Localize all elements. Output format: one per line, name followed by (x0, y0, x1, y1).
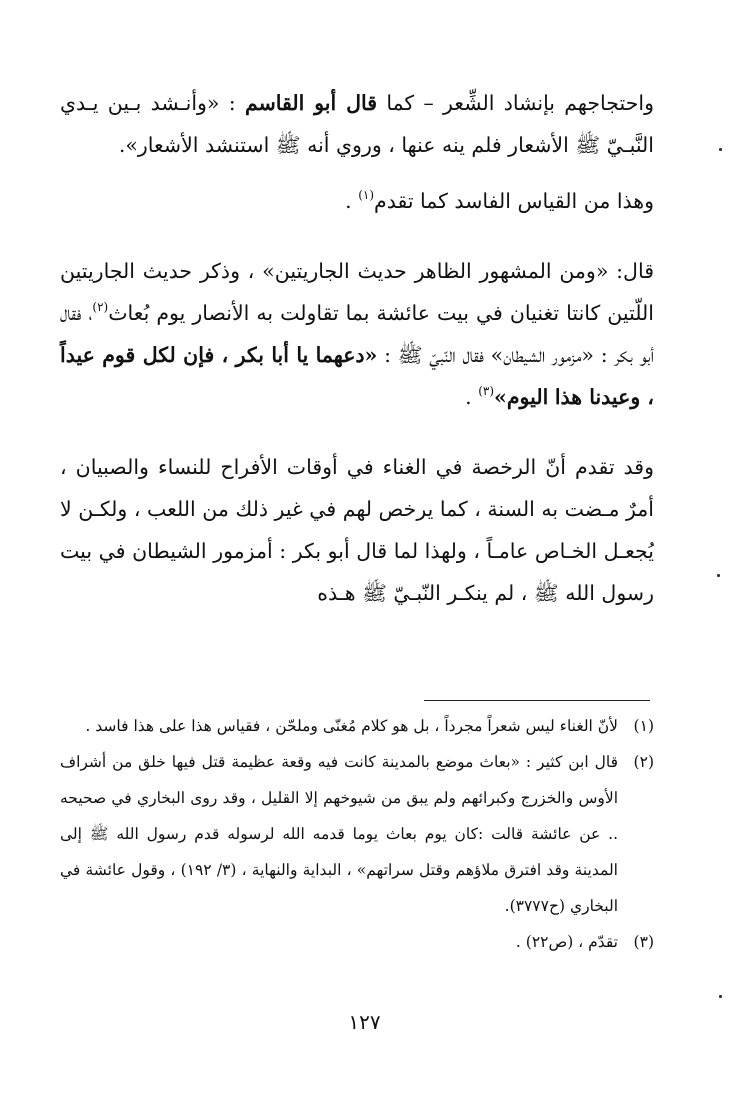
p3-line3-start: «مزمور الشيطان» فقال النّبيّ ﷺ : (377, 343, 594, 367)
footnote-text: قال ابن كثير : «بعاث موضع بالمدينة كانت فيه وقعة عظيمة قتل فيها خلق من أشراف الأوس والخزرج وكبرائهم ولم يبق من شيوخهم إلا القليل ، وقد روى البخاري في صحيحه .. عن عائشة قالت :كان يوم بعاث يوما قدمه الله لرسوله قدم رسول الله ﷺ إلى المدينة وقد افترق ملاؤهم وقتل سراتهم» ، البداية والنهاية ، (٣/ ١٩٢) ، وقول عائشة في البخاري (ح٣٧٧٧). (60, 753, 618, 915)
p3-line2-start: اللّتين كانتا تغنيان في بيت عائشة بما تقاولت به الأنصار يوم بُعاث (108, 301, 654, 325)
footnote-number: (٢) (633, 753, 654, 771)
p1-line1-start: واحتجاجهم بإنشاد الشِّعر – كما (377, 91, 654, 115)
footnote-3 (60, 924, 654, 960)
page-number: ١٢٧ (348, 1010, 381, 1034)
p1-line1-end: : «وأنـشد بـين يـدي النَّبـيّ ﷺ (60, 91, 654, 157)
paragraph-1 (60, 82, 654, 166)
p3-line2-end: ، فقال أبو بكر : (60, 301, 654, 367)
footnotes (60, 708, 654, 960)
footnote-number: (٣) (633, 933, 654, 951)
footnote-ref-2[interactable]: (٢) (92, 300, 109, 314)
footnote-1 (60, 708, 654, 744)
p1-line2: الأشعار فلم ينه عنها ، وروي أنه ﷺ استنشد الأشعار». (118, 133, 569, 157)
p4-line1: وقد تقدم أنّ الرخصة في الغناء في أوقات الأفراح للنساء والصبيان ، أمرٌ مـضت (60, 455, 654, 521)
scan-speck (719, 995, 722, 998)
p1-bold-name: قال أبو القاسم (244, 91, 378, 115)
p3-hadith-bold-end: اليوم» (494, 385, 549, 409)
p3-end: . (465, 385, 479, 409)
p4-line2: به السنة ، كما يرخص لهم في غير ذلك من اللعب ، ولكـن لا يُجعـل الخـاص عامـاً ، (60, 497, 654, 563)
p2-text: وهذا من القياس الفاسد كما تقدم (374, 189, 654, 213)
footnote-2 (60, 744, 654, 924)
p4-line3: ولهذا لما قال أبو بكر : أمزمور الشيطان في بيت رسول الله ﷺ ، لم ينكـر النّبـيّ ﷺ هـذه (60, 539, 654, 605)
scan-speck (717, 574, 720, 577)
footnote-number: (١) (633, 717, 654, 735)
main-text (60, 82, 654, 614)
footnote-text: تقدّم ، (ص٢٢) . (515, 933, 618, 951)
footnote-ref-3[interactable]: (٣) (478, 384, 495, 398)
footnote-separator (424, 700, 650, 701)
footnote-ref-1[interactable]: (١) (358, 188, 375, 202)
footnote-text: لأنّ الغناء ليس شعراً مجرداً ، بل هو كلام مُغنّى وملحّن ، فقياس هذا على هذا فاسد . (85, 717, 618, 735)
p2-end: . (345, 189, 359, 213)
paragraph-2 (60, 180, 654, 222)
paragraph-4 (60, 446, 654, 614)
paragraph-3 (60, 250, 654, 418)
p3-hadith-bold: «دعهما يا أبا بكر ، فإن لكل قوم عيداً ، وعيدنا هذا (60, 343, 654, 409)
p3-line1: قال: «ومن المشهور الظاهر حديث الجاريتين» ، وذكر حديث الجاريتين (60, 259, 654, 283)
scan-speck (719, 148, 722, 151)
